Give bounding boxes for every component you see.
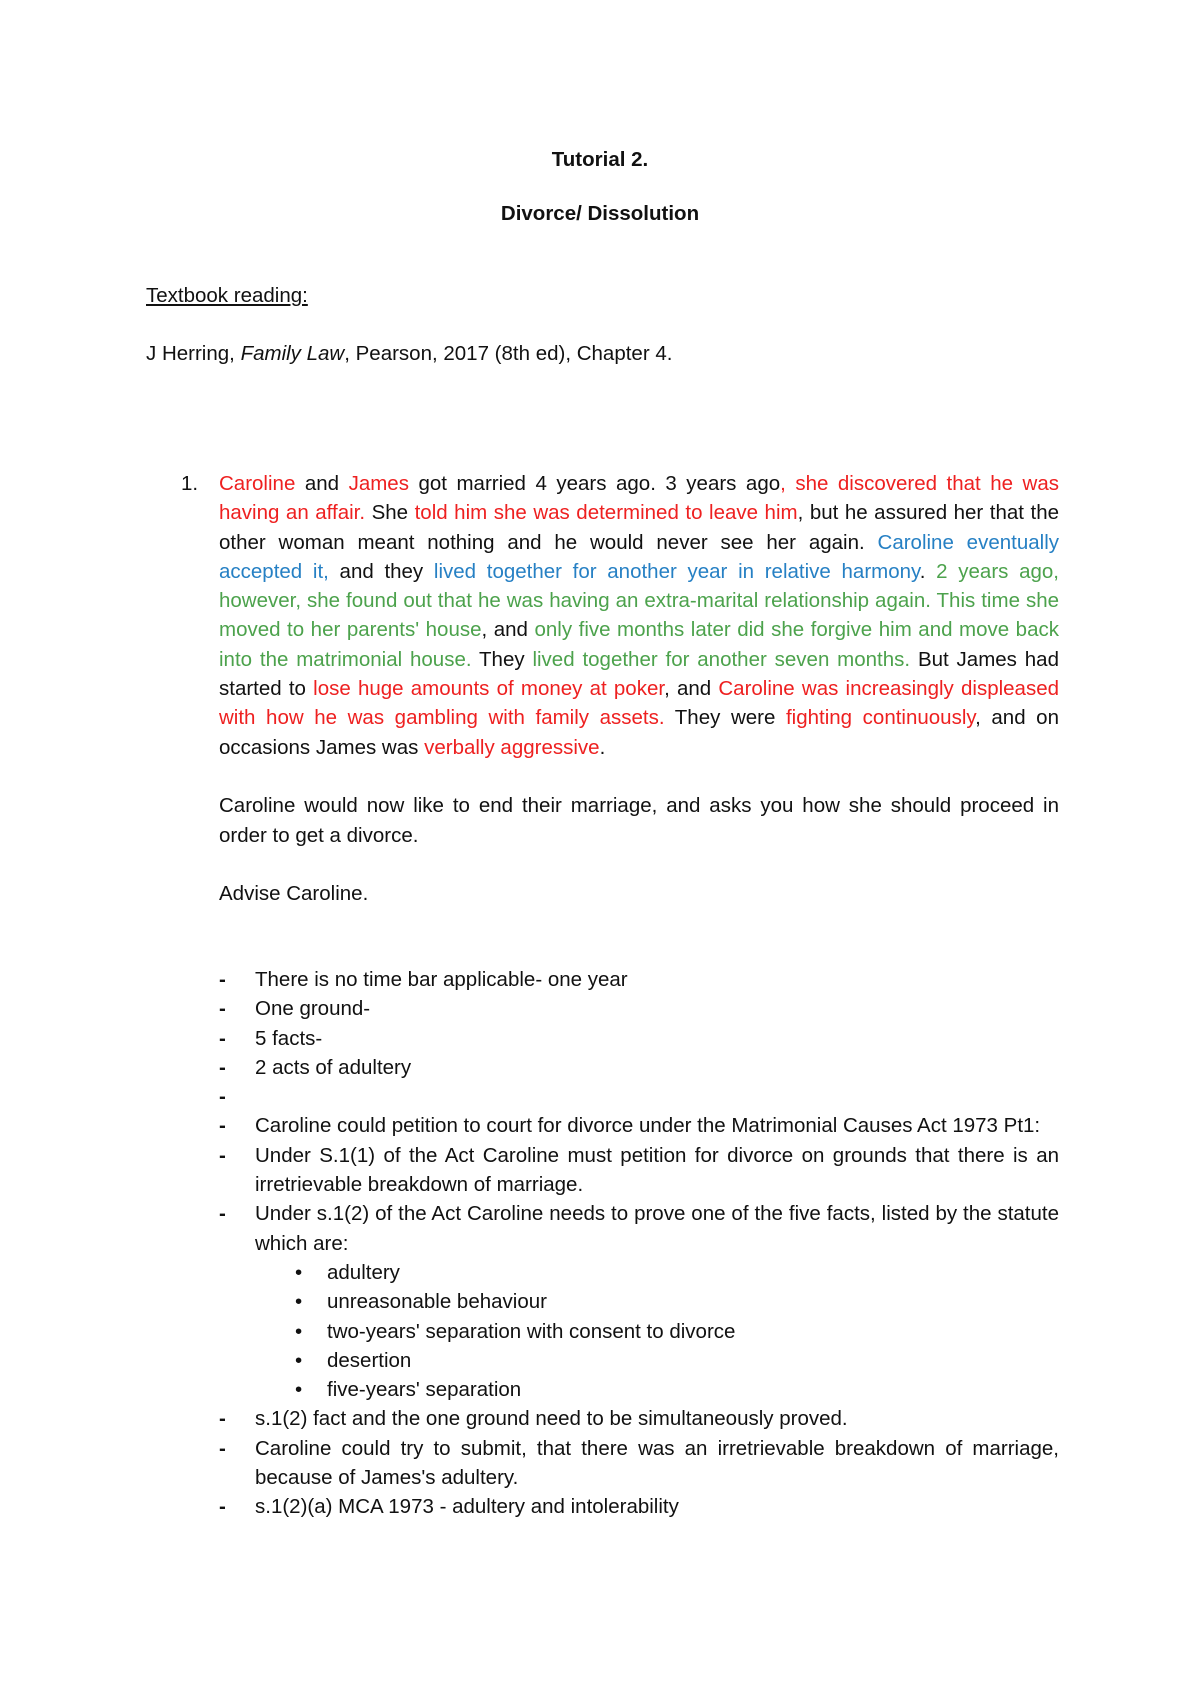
note-text: Under s.1(2) of the Act Caroline needs to prove one of the five facts, listed by the statute which are: [255,1202,1059,1255]
question-segment: She [365,501,415,525]
fact-item [255,1317,1059,1346]
note-item [219,1024,1059,1053]
note-text: s.1(2)(a) MCA 1973 - adultery and intolerability [255,1495,679,1519]
question-segment: , and [664,677,719,701]
question-paragraph [219,469,1059,908]
dash-marker: - [219,968,226,991]
question-segment: Caroline [219,472,296,495]
bullet-marker: • [295,1290,303,1314]
note-text: 5 facts- [255,1026,323,1050]
dash-marker: - [219,1026,226,1050]
note-text: Caroline could petition to court for divorce under the Matrimonial Causes Act 1973 Pt1: [255,1114,1041,1138]
question-segment: got married 4 years ago. 3 years ago [408,472,781,495]
dash-marker: - [219,997,226,1021]
bullet-marker: • [295,1348,303,1372]
question-segment: . [599,735,606,759]
note-item [219,1082,1059,1111]
question-segment: lose huge amounts of money at poker [313,677,665,701]
question-segment: and they [328,559,434,583]
fact-text: unreasonable behaviour [327,1290,547,1314]
question-segment: and [295,472,349,495]
note-text [255,1085,261,1108]
note-item [219,1141,1059,1200]
question-segment: But James had started to [219,647,1059,701]
note-item [219,1404,1059,1433]
dash-marker: - [219,1436,226,1460]
dash-marker: - [219,1055,226,1079]
dash-marker: - [219,1085,226,1109]
question-segment: , and [481,618,535,642]
question-ask: Caroline would now like to end their marriage, and asks you how she should proceed in order to get a divorce. [219,794,1059,847]
bullet-marker: • [295,1260,303,1284]
question-number: 1. [181,472,199,495]
question-segment: . This time she moved to her parents' house [219,589,1059,642]
question-segment: lived together for another seven months. [532,647,911,671]
note-text: 2 acts of adultery [255,1055,412,1079]
question-segment: Caroline eventually accepted it, [219,530,1059,583]
note-item [219,1199,1059,1404]
question-segment: They were [664,706,786,730]
note-text: Under S.1(1) of the Act Caroline must petition for divorce on grounds that there is an irretrievable breakdown of marriage. [255,1143,1059,1197]
note-text: There is no time bar applicable- one year [255,968,628,991]
fact-item [255,1287,1059,1316]
reference-book-title: Family Law [240,342,345,365]
dash-marker: - [219,1407,226,1431]
note-item [219,965,1059,994]
fact-text: two-years' separation with consent to divorce [327,1319,736,1343]
facts-sublist [255,1258,1059,1404]
fact-item [255,1375,1059,1404]
note-item [219,994,1059,1023]
document-title: Tutorial 2. [551,148,649,171]
note-text: One ground- [255,997,371,1021]
reference-author: J Herring, [146,342,241,365]
document-subtitle: Divorce/ Dissolution [500,202,700,225]
question-segment: . [919,559,937,583]
reading-heading: Textbook reading: [146,284,308,307]
dash-marker: - [219,1495,226,1519]
question-segment: lived together for another year in relative harmony [433,559,920,583]
note-item [219,1434,1059,1493]
note-text: Caroline could try to submit, that there was an irretrievable breakdown of marriage, because of James's adultery. [255,1436,1059,1490]
question-segment: told him she was determined to leave him [414,501,798,525]
dash-marker: - [219,1114,226,1138]
question-segment: They [471,647,533,671]
question-advise: Advise Caroline. [219,882,369,906]
question-segment: Caroline was increasingly displeased with how he was gambling with family assets. [219,677,1060,730]
dash-marker: - [219,1143,226,1167]
note-text: s.1(2) fact and the one ground need to be simultaneously proved. [255,1407,848,1431]
reading-reference [146,342,672,366]
question-segment: , and on occasions James was [219,706,1059,759]
fact-text: desertion [327,1348,412,1372]
question-segment: only five months later did she forgive him and move back into the matrimonial house. [219,618,1059,671]
notes-list [219,965,1059,1522]
dash-marker: - [219,1202,226,1226]
question-segment: verbally aggressive [424,735,600,759]
fact-text: adultery [327,1260,400,1284]
question-segment: , but he assured her that the other woman meant nothing and he would never see her again. [219,501,1060,554]
reference-details: , Pearson, 2017 (8th ed), Chapter 4. [344,342,673,365]
bullet-marker: • [295,1319,303,1343]
question-segment: , she discovered that he was having an affair. [219,472,1059,525]
bullet-marker: • [295,1378,303,1402]
fact-text: five-years' separation [327,1378,522,1402]
note-item [219,1053,1059,1082]
question-segment: 2 years ago, however, she found out that he was having an extra-marital relationship again [219,559,1059,613]
question-segment: fighting continuously [785,706,976,730]
fact-item [255,1346,1059,1375]
question-segment: James [348,472,409,495]
note-item [219,1492,1059,1521]
note-item [219,1111,1059,1140]
question-scenario [219,469,1059,762]
fact-item [255,1258,1059,1287]
